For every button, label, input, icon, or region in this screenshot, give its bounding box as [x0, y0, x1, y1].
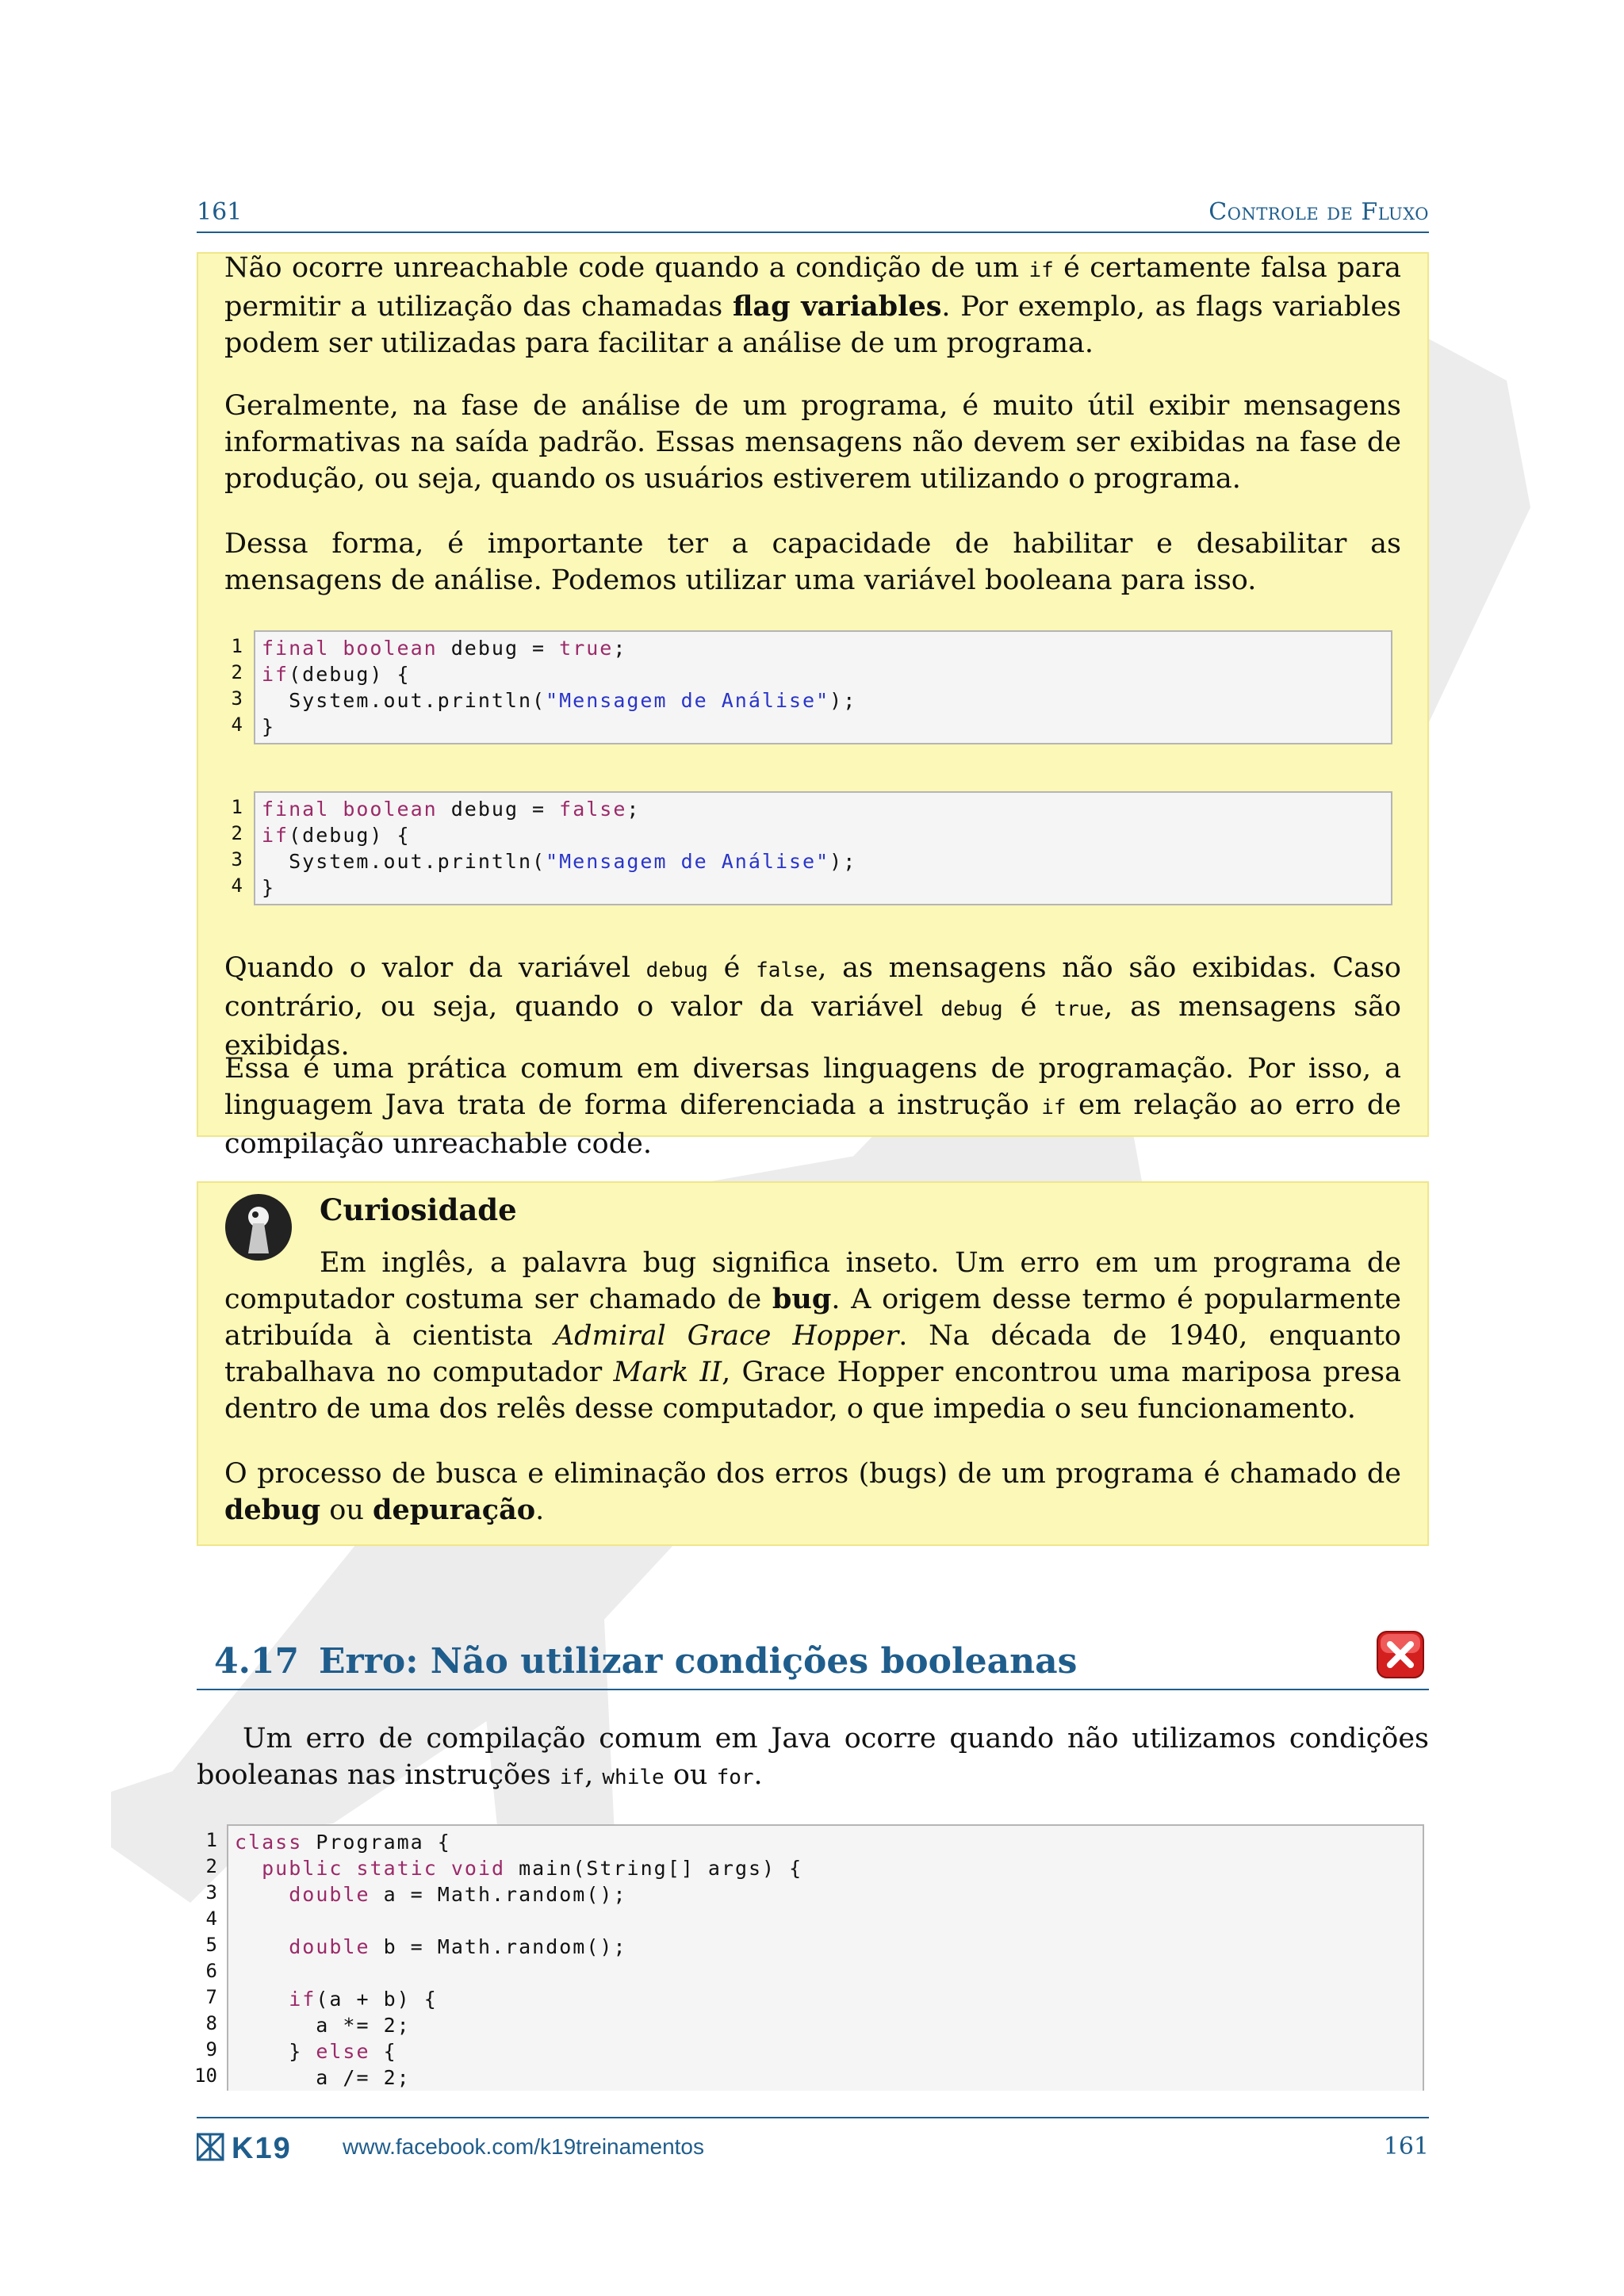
k19-logo	[197, 2133, 324, 2161]
error-icon	[1376, 1630, 1425, 1679]
paragraph-flag-variables: Não ocorre unreachable code quando a condição de um if é certamente falsa para permitir a utilização das chamadas flag variables. Por exemplo, as flags variables podem ser utilizadas para facilitar a análise de um programa.	[224, 252, 1402, 359]
listing-line-numbers: 1 2 3 4	[231, 796, 243, 897]
section-title: Erro: Não utilizar condições booleanas	[319, 1641, 1078, 1682]
curiosity-title: Curiosidade	[320, 1192, 517, 1227]
header-rule	[197, 232, 1429, 233]
section-rule	[197, 1689, 1429, 1690]
svg-text:K19: K19	[232, 2133, 292, 2161]
footer-url[interactable]: www.facebook.com/k19treinamentos	[343, 2134, 704, 2159]
paragraph-debug-values: Quando o valor da variável debug é false, as mensagens não são exibidas. Caso contrário, ou seja, quando o valor da variável debug é true, as mensagens são exibidas.	[224, 952, 1402, 1062]
listing-line-numbers: 1 2 3 4 5 6 7 8 9 10	[194, 1829, 217, 2087]
paragraph-bug-origin: Em inglês, a palavra bug significa inseto. Um erro em um programa de computador costuma ser chamado de bug. A origem desse termo é popularmente atribuída à cientista Admiral Grace Hopper. Na década de 1940, enquanto trabalhava no computador Mark II, Grace Hopper encontrou uma mariposa presa dentro de uma dos relês desse computador, o que impedia o seu funcionamento.	[224, 1247, 1401, 1425]
section-number: 4.17	[214, 1641, 300, 1682]
listing-line-numbers: 1 2 3 4	[231, 635, 243, 736]
paragraph-analysis: Geralmente, na fase de análise de um programa, é muito útil exibir mensagens informativas na saída padrão. Essas mensagens não devem ser exibidas na fase de produção, ou seja, quando os usuários estiverem utilizando o programa.	[224, 390, 1401, 495]
paragraph-common-practice: Essa é uma prática comum em diversas linguagens de programação. Por isso, a linguagem Java trata de forma diferenciada a instrução if em relação ao erro de compilação unreachable code.	[224, 1053, 1401, 1160]
paragraph-debug-definition: O processo de busca e eliminação dos erros (bugs) de um programa é chamado de debug ou depuração.	[224, 1458, 1401, 1526]
section-intro: Um erro de compilação comum em Java ocorre quando não utilizamos condições booleanas nas instruções if, while ou for.	[197, 1723, 1429, 1791]
code-listing-true: final boolean debug = true; if(debug) { System.out.println("Mensagem de Análise"); }	[254, 630, 1392, 744]
bold-term: flag variables	[732, 290, 942, 323]
header-page-number: 161	[197, 198, 243, 226]
inline-code: if	[1028, 258, 1054, 282]
code-listing-false: final boolean debug = false; if(debug) { System.out.println("Mensagem de Análise"); }	[254, 791, 1392, 905]
header-chapter-title: Controle de Fluxo	[1208, 198, 1429, 226]
paragraph-boolean-variable: Dessa forma, é importante ter a capacidade de habilitar e desabilitar as mensagens de análise. Podemos utilizar uma variável booleana para isso.	[224, 528, 1401, 596]
footer-rule	[197, 2117, 1429, 2118]
code-listing-programa: class Programa { public static void main(String[] args) { double a = Math.random(); double b = Math.random(); if(a + b) { a *= 2; } else { a /= 2;	[227, 1824, 1424, 2091]
footer-page-number: 161	[1383, 2133, 1429, 2160]
